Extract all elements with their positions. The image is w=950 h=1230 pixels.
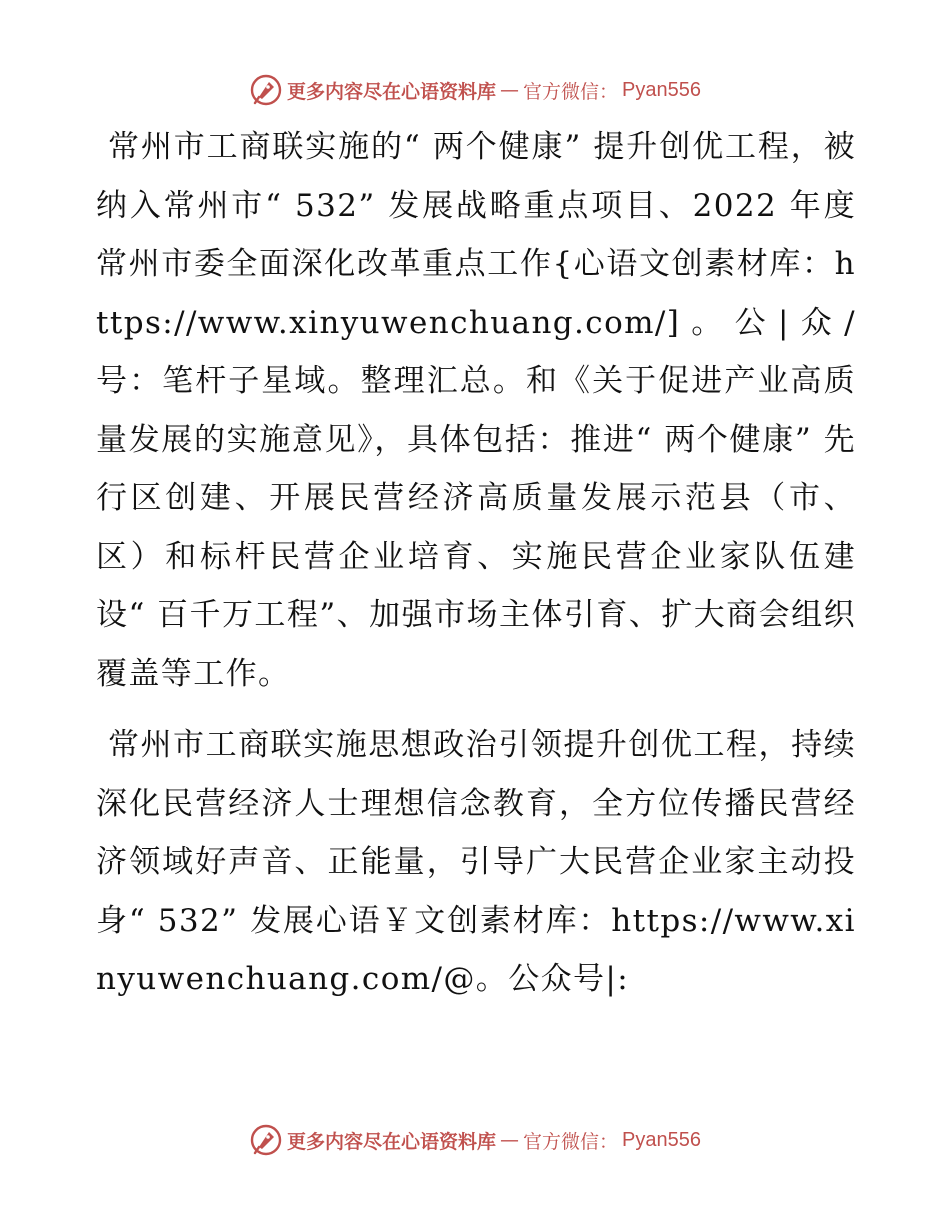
header-watermark (0, 72, 950, 108)
watermark-separator: — (500, 1129, 520, 1151)
pen-nib-circle-icon (249, 1123, 283, 1157)
watermark-wechat-label: 官方微信： (523, 80, 619, 103)
pen-nib-circle-icon (249, 73, 283, 107)
paragraph-2: 常州市工商联实施思想政治引领提升创优工程，持续深化民营经济人士理想信念教育，全方位传播民营经济领域好声音、正能量，引导广大民营企业家主动投身“ 532” 发展心语￥文创素材库：https://www.xinyuwenchuang.com/@。公众号|: (96, 727, 856, 997)
watermark-brand-text: 更多内容尽在心语资料库 (287, 80, 497, 103)
document-body (96, 118, 856, 1009)
footer-watermark (0, 1122, 950, 1158)
watermark-wechat-handle: Pyan556 (622, 1128, 701, 1151)
watermark-wechat-label: 官方微信： (523, 1130, 619, 1153)
watermark-wechat-handle: Pyan556 (622, 78, 701, 101)
watermark-brand-text: 更多内容尽在心语资料库 (287, 1130, 497, 1153)
watermark-separator: — (500, 79, 520, 101)
paragraph-1: 常州市工商联实施的“ 两个健康” 提升创优工程，被纳入常州市“ 532” 发展战略重点项目、2022 年度常州市委全面深化改革重点工作{心语文创素材库：https://www.xinyuwenchuang.com/]。公|众/号：笔杆子星域。整理汇总。和《关于促进产业高质量发展的实施意见》，具体包括：推进“ 两个健康” 先行区创建、开展民营经济高质量发展示范县（市、区）和标杆民营企业培育、实施民营企业家队伍建设“ 百千万工程”、加强市场主体引育、扩大商会组织覆盖等工作。 (96, 129, 856, 692)
